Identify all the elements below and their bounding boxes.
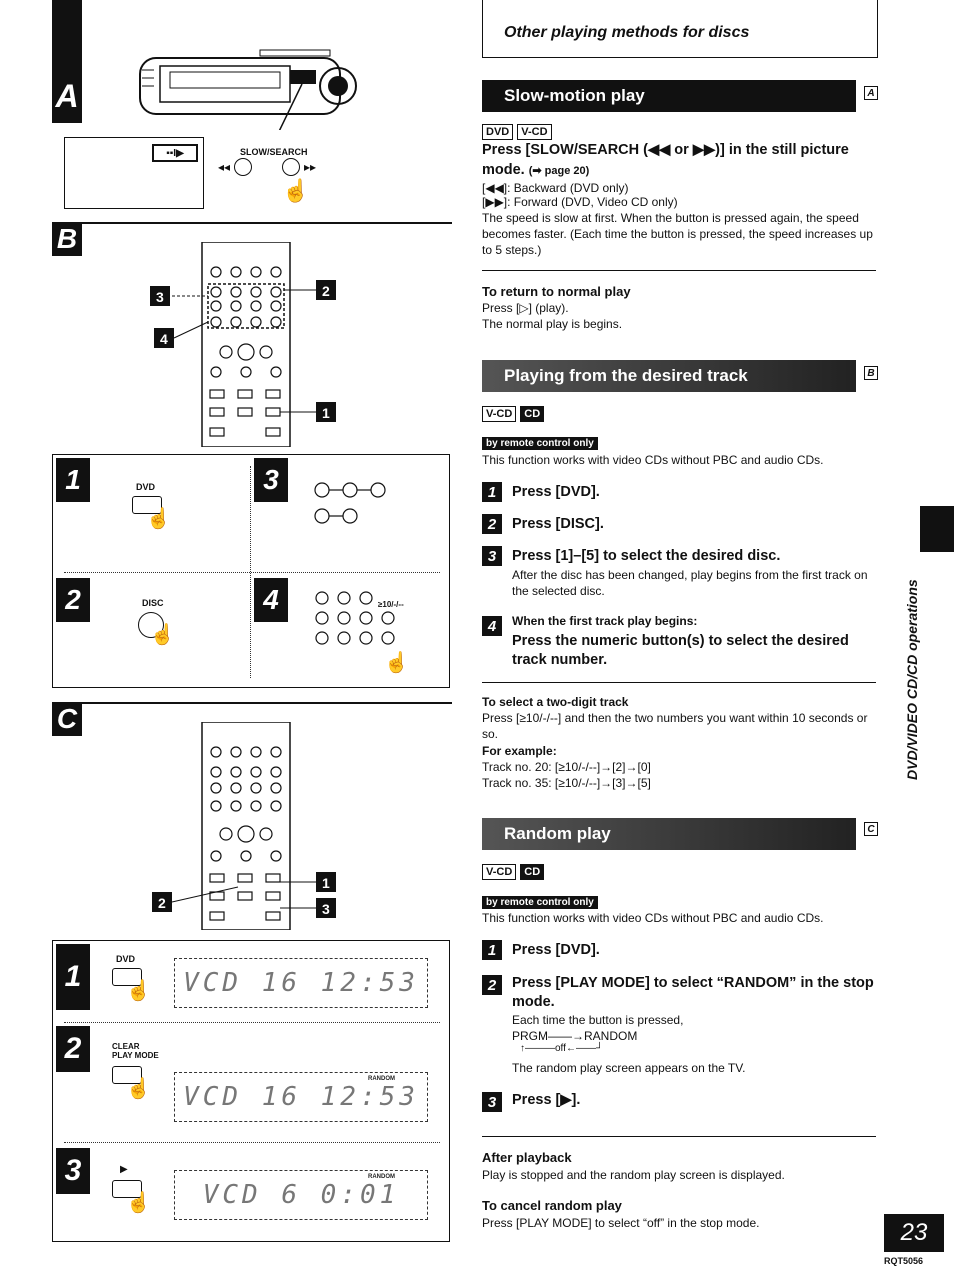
example-1: Track no. 20: [≥10/-/--]→[2]→[0]: [482, 760, 651, 774]
track-intro: This function works with video CDs without PBC and audio CDs.: [482, 453, 824, 467]
svg-text:1: 1: [322, 405, 330, 421]
lcd-display-3: VCD 6 0:01: [174, 1170, 428, 1220]
return-title: To return to normal play: [482, 284, 631, 299]
lcd-display-1: VCD 16 12:53: [174, 958, 428, 1008]
slow-right-button: [282, 158, 300, 176]
remote-control-c-illustration: [150, 722, 340, 930]
track-divider: [482, 682, 876, 683]
desired-track-bar: Playing from the desired track: [482, 360, 856, 392]
b-steps-divider-h: [64, 572, 440, 573]
section-c-rule: [52, 702, 452, 704]
player-device-illustration: [120, 40, 360, 130]
doc-code: RQT5056: [884, 1256, 924, 1266]
tag-cd: CD: [520, 406, 544, 422]
svg-text:2: 2: [322, 283, 330, 299]
track-step4: Press the numeric button(s) to select the desired track number.: [512, 633, 849, 668]
track-step1: Press [DVD].: [512, 484, 600, 500]
random-play-bar: Random play: [482, 818, 856, 850]
hand-pointer-icon: ☝: [150, 624, 175, 646]
two-digit-desc: Press [≥10/-/--] and then the two numbers you want within 10 seconds or so.: [482, 711, 868, 741]
cancel-random-desc: Press [PLAY MODE] to select “off” in the stop mode.: [482, 1216, 760, 1230]
random-step3: Press [▶].: [512, 1092, 581, 1108]
b-step2-label: DISC: [142, 598, 164, 608]
slow-motion-bar: Slow-motion play: [482, 80, 856, 112]
slow-divider: [482, 270, 876, 271]
lcd3-random-tag: RANDOM: [368, 1174, 395, 1180]
random-step1: Press [DVD].: [512, 942, 600, 958]
section-b-rule: [52, 222, 452, 224]
section-b-marker: B: [52, 222, 82, 256]
disc-number-buttons: [310, 478, 410, 538]
track-step2-number: 2: [482, 514, 502, 534]
track-disc-tags: [482, 404, 548, 422]
random-step2-desc2: The random play screen appears on the TV.: [512, 1061, 746, 1075]
return-line1: Press [▷] (play).: [482, 301, 569, 315]
tag-dvd: DVD: [482, 124, 513, 140]
track-step4-pre: When the first track play begins:: [512, 614, 698, 628]
svg-text:3: 3: [322, 901, 330, 917]
lcd-display-2: VCD 16 12:53: [174, 1072, 428, 1122]
track-step1-number: 1: [482, 482, 502, 502]
track-step3-desc: After the disc has been changed, play begins from the first track on the selected disc.: [512, 568, 868, 598]
b-step3-marker: 3: [254, 458, 288, 502]
c-steps-divider-2: [64, 1142, 440, 1143]
slow-instruction: Press [SLOW/SEARCH (◀◀ or ▶▶)] in the still picture mode. (➡ page 20): [482, 142, 849, 178]
slow-right-arrow: ▸▸: [304, 160, 317, 174]
slow-description: The speed is slow at first. When the button is pressed again, the speed becomes faster. (Each time the button is pressed, the speed increases up to 5 steps.): [482, 211, 873, 257]
return-line2: The normal play is begins.: [482, 317, 623, 331]
lcd2-random-tag: RANDOM: [368, 1076, 395, 1082]
random-step3-number: 3: [482, 1092, 502, 1112]
page-header-title: Other playing methods for discs: [504, 24, 750, 41]
track-step2: Press [DISC].: [512, 516, 604, 532]
track-step3: Press [1]–[5] to select the desired disc.: [512, 548, 781, 564]
example-2: Track no. 35: [≥10/-/--]→[3]→[5]: [482, 776, 651, 790]
random-intro: This function works with video CDs without PBC and audio CDs.: [482, 911, 824, 925]
c-step1-label: DVD: [116, 954, 136, 964]
b-step2-marker: 2: [56, 578, 90, 622]
track-step4-number: 4: [482, 616, 502, 636]
page-number: 23: [884, 1214, 944, 1252]
section-c-marker: C: [52, 702, 82, 736]
slowsearch-label: SLOW/SEARCH: [240, 147, 308, 157]
slow-forward: [▶▶]: Forward (DVD, Video CD only): [482, 195, 678, 209]
b-step4-extra: ≥10/-/--: [378, 600, 404, 609]
hand-pointer-icon: ☝: [282, 178, 310, 203]
tag-cd: CD: [520, 864, 544, 880]
svg-text:2: 2: [158, 895, 166, 911]
hand-pointer-icon: ☝: [384, 652, 409, 674]
c-step3-label: ▶: [120, 1164, 128, 1175]
side-tab-label: DVD/VIDEO CD/CD operations: [904, 579, 920, 780]
svg-text:4: 4: [160, 331, 168, 347]
slow-left-arrow: ◂◂: [218, 160, 231, 174]
desired-track-marker: B: [864, 366, 878, 380]
random-disc-tags: [482, 862, 548, 880]
random-step2: Press [PLAY MODE] to select “RANDOM” in the stop mode.: [512, 975, 874, 1010]
random-cycle-line1: PRGM——→RANDOM: [512, 1029, 638, 1043]
b-step1-label: DVD: [136, 482, 156, 492]
slow-motion-marker: A: [864, 86, 878, 100]
tag-vcd: V-CD: [517, 124, 551, 140]
example-title: For example:: [482, 744, 557, 758]
random-divider: [482, 1136, 876, 1137]
svg-text:3: 3: [156, 289, 164, 305]
section-a-marker: A: [52, 0, 82, 123]
random-step2-desc: Each time the button is pressed,: [512, 1013, 684, 1027]
slow-left-button: [234, 158, 252, 176]
random-step2-number: 2: [482, 975, 502, 995]
track-step3-number: 3: [482, 546, 502, 566]
hand-pointer-icon: ☝: [126, 1078, 151, 1100]
two-digit-title: To select a two-digit track: [482, 695, 629, 709]
c-step1-marker: 1: [56, 944, 90, 1010]
b-step1-marker: 1: [56, 458, 90, 502]
b-step4-marker: 4: [254, 578, 288, 622]
c-step2-label: CLEAR PLAY MODE: [112, 1042, 159, 1060]
track-remote-only-badge: by remote control only: [482, 437, 598, 450]
hand-pointer-icon: ☝: [126, 1192, 151, 1214]
remote-control-b-illustration: [150, 242, 340, 447]
tag-vcd: V-CD: [482, 406, 516, 422]
random-cycle-line2: ↑———off←——┘: [520, 1043, 604, 1054]
random-step1-number: 1: [482, 940, 502, 960]
random-remote-only-badge: by remote control only: [482, 896, 598, 909]
side-tab-block: [920, 506, 954, 552]
after-playback-desc: Play is stopped and the random play screen is displayed.: [482, 1168, 785, 1182]
slow-backward: [◀◀]: Backward (DVD only): [482, 181, 629, 195]
tag-vcd: V-CD: [482, 864, 516, 880]
random-play-marker: C: [864, 822, 878, 836]
after-playback-title: After playback: [482, 1150, 572, 1165]
c-steps-divider-1: [64, 1022, 440, 1023]
hand-pointer-icon: ☝: [126, 980, 151, 1002]
hand-pointer-icon: ☝: [146, 508, 171, 530]
c-step2-marker: 2: [56, 1026, 90, 1072]
slow-disc-tags: [482, 122, 556, 140]
svg-text:1: 1: [322, 875, 330, 891]
cancel-random-title: To cancel random play: [482, 1198, 622, 1213]
c-step3-marker: 3: [56, 1148, 90, 1194]
still-button: ▪▪I▶: [152, 144, 198, 162]
